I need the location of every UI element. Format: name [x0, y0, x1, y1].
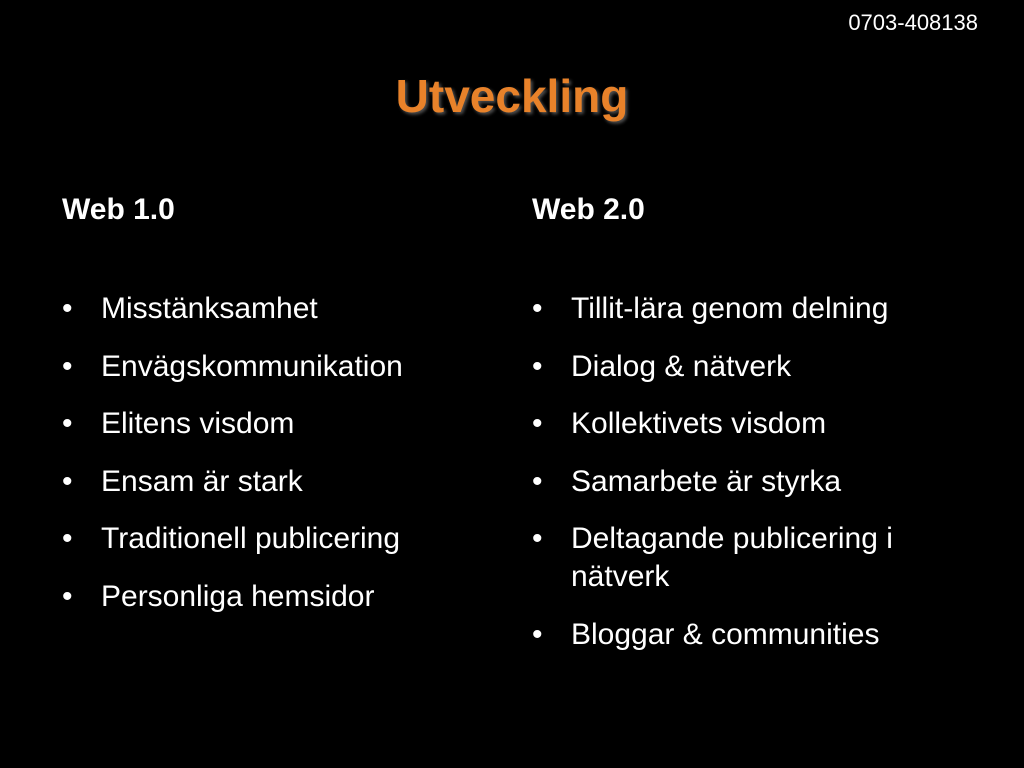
- bullet-icon: •: [62, 464, 73, 498]
- column-web-2-0: [532, 190, 982, 651]
- column-heading-web-2-0: Web 2.0: [532, 193, 645, 226]
- bullet-icon: •: [532, 407, 543, 440]
- list-item: [62, 520, 492, 558]
- bullet-icon: •: [62, 522, 73, 555]
- phone-number: 0703-408138: [848, 10, 978, 35]
- bullet-icon: •: [62, 292, 73, 325]
- column-heading-web-1-0: Web 1.0: [62, 193, 175, 226]
- list-item-text: Bloggar & communities: [571, 617, 880, 651]
- list-item-text: Kollektivets visdom: [571, 407, 827, 440]
- list-item: [532, 290, 982, 328]
- list-item-text: Personliga hemsidor: [101, 579, 375, 613]
- list-item: [532, 348, 982, 386]
- list-item-text: Traditionell publicering: [101, 522, 401, 555]
- bullet-icon: •: [62, 407, 73, 440]
- list-item: [62, 290, 492, 328]
- list-item-text: Elitens visdom: [101, 407, 295, 440]
- bullet-icon: •: [532, 522, 543, 555]
- list-item-text: Dialog & nätverk: [571, 349, 792, 383]
- bullet-icon: •: [532, 464, 543, 498]
- slide-title: Utveckling: [395, 70, 629, 122]
- bullet-icon: •: [62, 349, 73, 383]
- list-item: [532, 405, 982, 443]
- list-item: [532, 463, 982, 501]
- list-item-text: Ensam är stark: [101, 464, 303, 498]
- bullet-list-web-2-0: [532, 290, 982, 673]
- list-item-text: Samarbete är styrka: [571, 464, 842, 498]
- bullet-icon: •: [62, 579, 73, 613]
- list-item-text: Deltagande publicering i nätverk: [571, 522, 893, 593]
- list-item-text: Misstänksamhet: [101, 292, 318, 325]
- bullet-icon: •: [532, 617, 543, 651]
- list-item: [62, 405, 492, 443]
- list-item-text: Tillit-lära genom delning: [571, 292, 889, 325]
- list-item: [532, 616, 982, 654]
- list-item: [62, 463, 492, 501]
- bullet-icon: •: [532, 349, 543, 383]
- column-web-1-0: [62, 190, 492, 613]
- list-item: [62, 348, 492, 386]
- bullet-list-web-1-0: [62, 290, 492, 635]
- list-item-text: Envägskommunikation: [101, 349, 403, 383]
- list-item: [62, 578, 492, 616]
- bullet-icon: •: [532, 292, 543, 325]
- list-item: [532, 520, 982, 596]
